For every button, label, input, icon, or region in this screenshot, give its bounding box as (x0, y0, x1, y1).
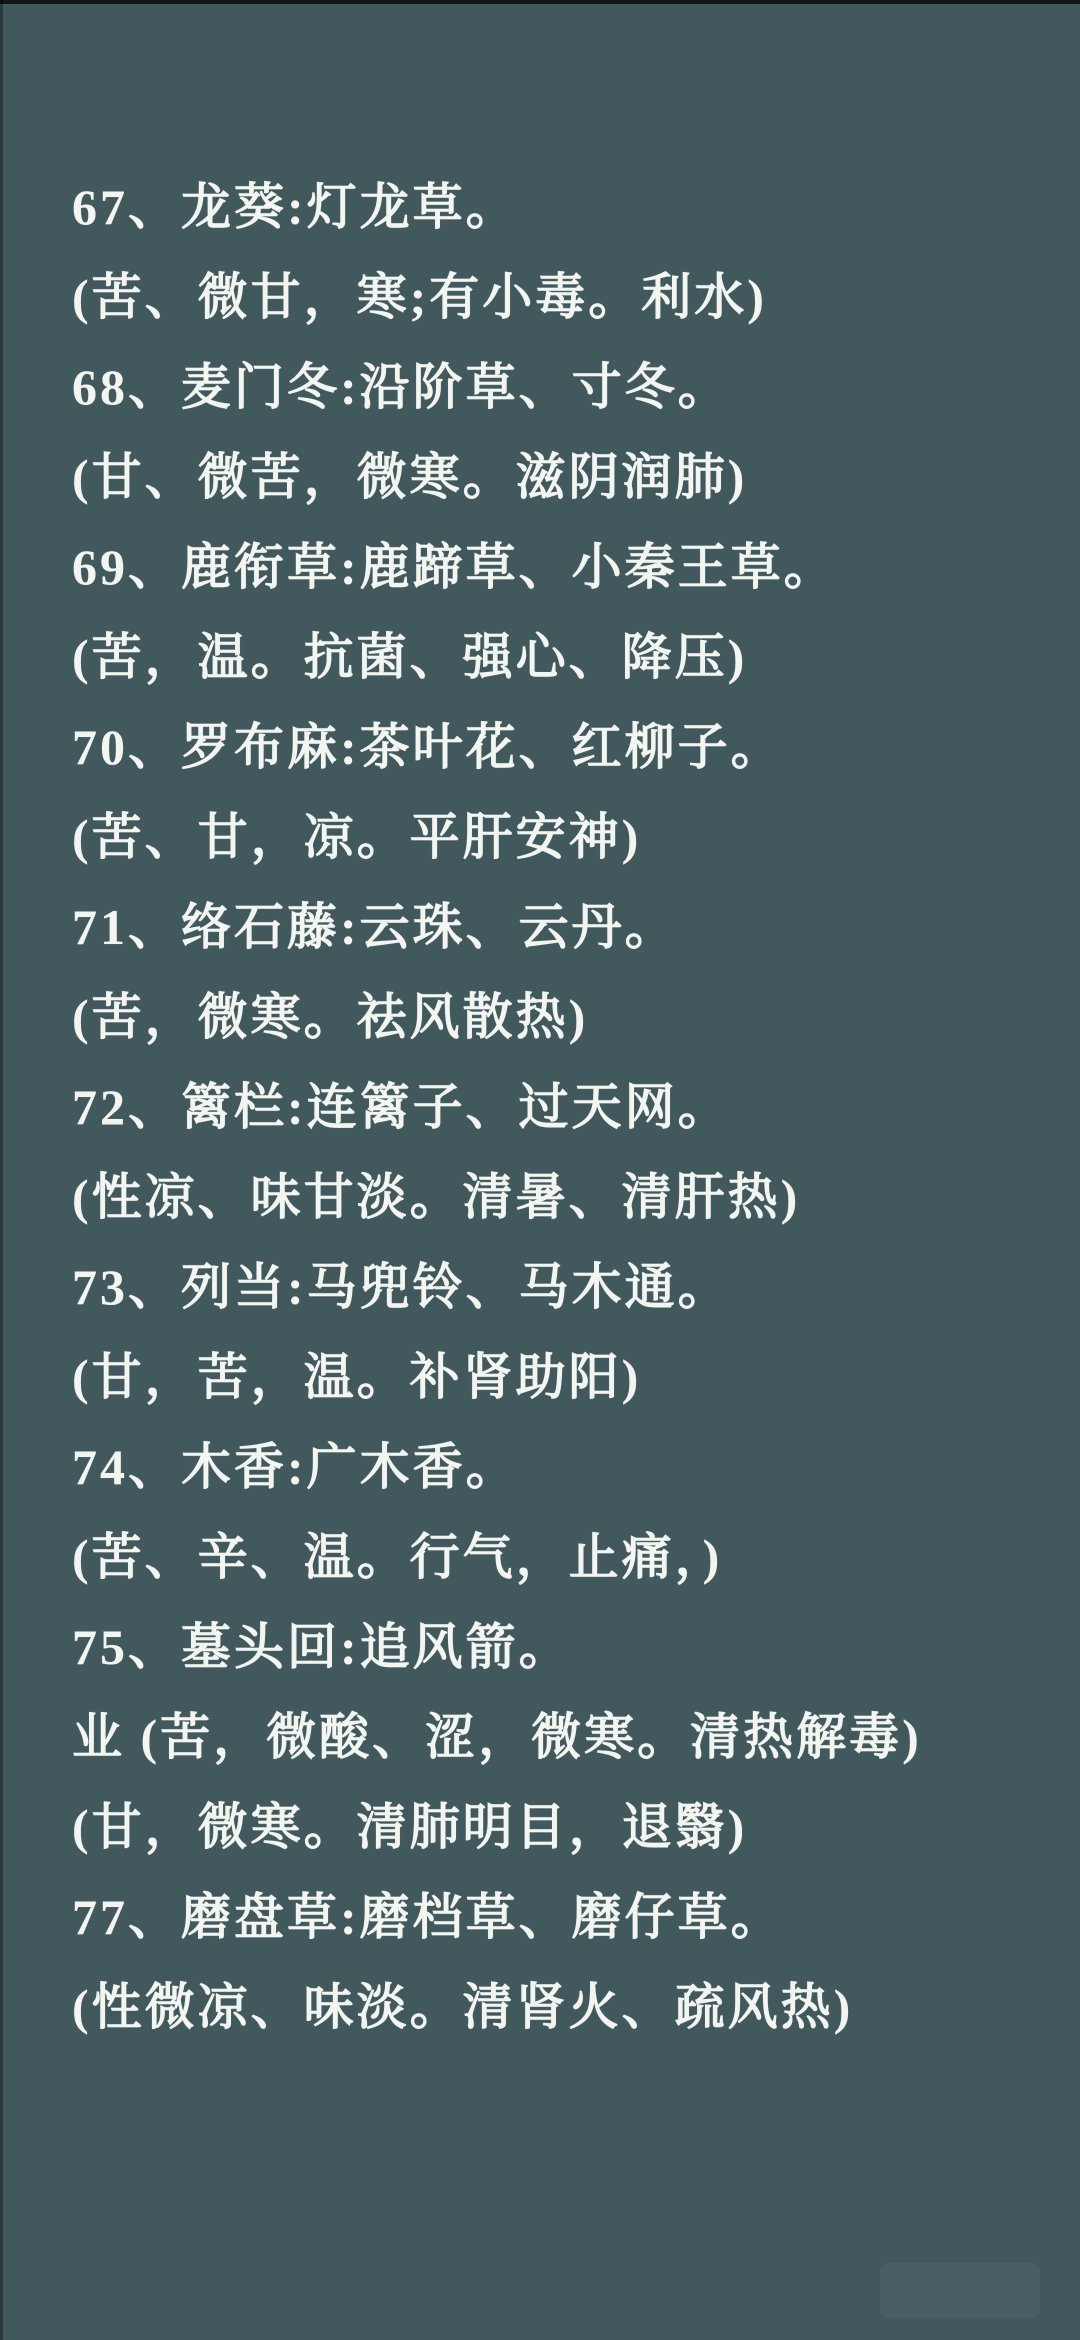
herb-entry-line: 72、篱栏:连篱子、过天网。 (72, 1079, 731, 1135)
herb-property-line: (苦、甘，凉。平肝安神) (72, 809, 642, 865)
herb-property-line: (甘、微苦，微寒。滋阴润肺) (72, 449, 748, 505)
herb-property-line: (苦、微甘，寒;有小毒。利水) (72, 269, 767, 325)
herb-property-line: (甘，苦，温。补肾助阳) (72, 1349, 642, 1405)
herb-entry-line: 69、鹿衔草:鹿蹄草、小秦王草。 (72, 539, 837, 595)
herb-entry-line: 74、木香:广木香。 (72, 1439, 519, 1495)
herb-entry-line: 71、络石藤:云珠、云丹。 (72, 899, 678, 955)
herb-property-line: (性凉、味甘淡。清暑、清肝热) (72, 1169, 801, 1225)
herb-entry-line: 73、列当:马兜铃、马木通。 (72, 1259, 731, 1315)
herb-property-line: (性微凉、味淡。清肾火、疏风热) (72, 1979, 854, 2035)
herb-entry-line: 67、龙葵:灯龙草。 (72, 179, 519, 235)
herb-entry-line: 75、墓头回:追风箭。 (72, 1619, 572, 1675)
herb-entry-line: 77、磨盘草:磨档草、磨仔草。 (72, 1889, 784, 1945)
herb-property-line: (苦，微寒。祛风散热) (72, 989, 589, 1045)
herb-property-line: (甘，微寒。清肺明目，退翳) (72, 1799, 748, 1855)
herb-entry-line: 68、麦门冬:沿阶草、寸冬。 (72, 359, 731, 415)
faint-watermark (880, 2263, 1040, 2318)
herb-property-line: (苦、辛、温。行气，止痛，) (72, 1529, 723, 1585)
herb-property-line: (苦，温。抗菌、强心、降压) (72, 629, 748, 685)
herb-list (72, 162, 1062, 2052)
image-left-edge (0, 0, 3, 2340)
herb-entry-line: 70、罗布麻:茶叶花、红柳子。 (72, 719, 784, 775)
image-top-edge (0, 0, 1080, 4)
herb-property-line: 业 (苦，微酸、涩，微寒。清热解毒) (72, 1709, 922, 1765)
